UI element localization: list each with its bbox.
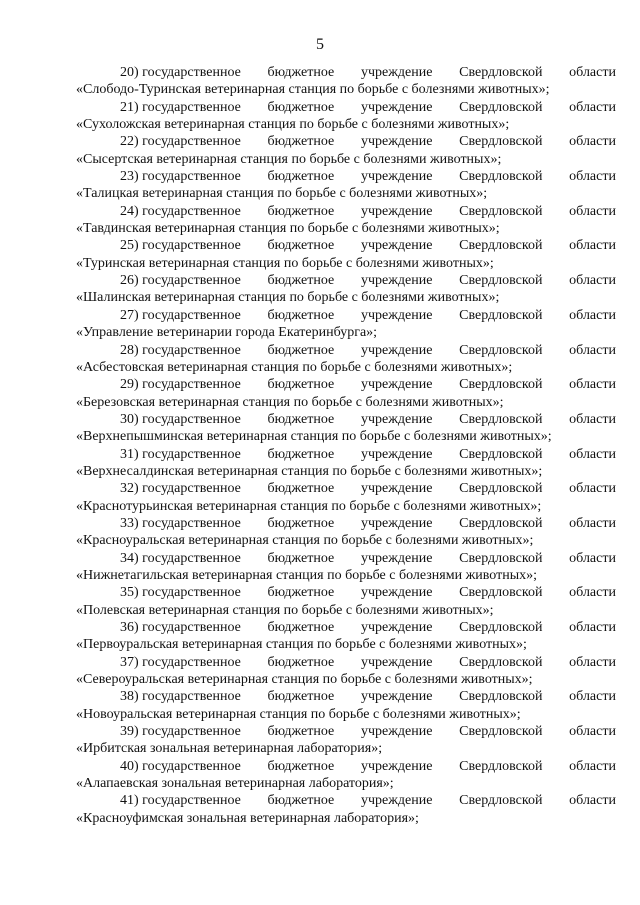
item-word: учреждение <box>360 377 433 393</box>
item-word: бюджетное <box>267 342 335 358</box>
item-word: области <box>569 793 616 809</box>
item-word: области <box>569 550 616 566</box>
item-word: учреждение <box>360 515 433 531</box>
list-item <box>76 723 616 758</box>
item-number: 40) <box>120 758 139 774</box>
item-word: бюджетное <box>267 273 335 289</box>
item-word: государственное <box>142 411 241 427</box>
item-header-line <box>76 723 616 740</box>
item-word: государственное <box>142 793 241 809</box>
item-word: области <box>569 377 616 393</box>
item-word: области <box>569 654 616 670</box>
item-number-and-word <box>120 584 241 601</box>
item-word: области <box>569 238 616 254</box>
item-number-and-word <box>120 237 241 254</box>
list-item <box>76 133 616 168</box>
institution-name: «Полевская ветеринарная станция по борьбе с болезнями животных»; <box>76 602 494 618</box>
item-word: бюджетное <box>267 689 335 705</box>
item-number-and-word <box>120 133 241 150</box>
list-item <box>76 99 616 134</box>
list-item <box>76 758 616 793</box>
item-header-line <box>76 688 616 705</box>
item-word: области <box>569 481 616 497</box>
item-number: 32) <box>120 481 139 497</box>
item-word: бюджетное <box>267 724 335 740</box>
institution-name: «Первоуральская ветеринарная станция по борьбе с болезнями животных»; <box>76 637 527 653</box>
item-word: Свердловской <box>459 585 543 601</box>
list-item <box>76 688 616 723</box>
item-word: Свердловской <box>459 758 543 774</box>
institution-name: «Шалинская ветеринарная станция по борьбе с болезнями животных»; <box>76 290 500 306</box>
item-header-line <box>76 272 616 289</box>
institution-name: «Сысертская ветеринарная станция по борьбе с болезнями животных»; <box>76 151 502 167</box>
item-word: государственное <box>142 758 241 774</box>
item-header-line <box>76 550 616 567</box>
item-word: области <box>569 99 616 115</box>
item-number-and-word <box>120 64 241 81</box>
item-number: 33) <box>120 515 139 531</box>
item-number-and-word <box>120 480 241 497</box>
list-item <box>76 446 616 481</box>
item-word: учреждение <box>360 550 433 566</box>
item-number: 38) <box>120 689 139 705</box>
item-word: учреждение <box>360 169 433 185</box>
item-word: государственное <box>142 689 241 705</box>
institution-name: «Новоуральская ветеринарная станция по борьбе с болезнями животных»; <box>76 706 521 722</box>
item-header-line <box>76 619 616 636</box>
item-word: области <box>569 342 616 358</box>
item-word: бюджетное <box>267 203 335 219</box>
list-item <box>76 203 616 238</box>
item-word: бюджетное <box>267 307 335 323</box>
item-word: бюджетное <box>267 65 335 80</box>
list-item <box>76 307 616 342</box>
item-number: 20) <box>120 65 139 80</box>
list-item <box>76 515 616 550</box>
item-word: области <box>569 203 616 219</box>
item-word: государственное <box>142 446 241 462</box>
item-word: государственное <box>142 481 241 497</box>
item-word: области <box>569 65 616 80</box>
item-word: государственное <box>142 654 241 670</box>
list-item <box>76 619 616 654</box>
item-number-and-word <box>120 515 241 532</box>
item-word: бюджетное <box>267 134 335 150</box>
item-number: 25) <box>120 238 139 254</box>
item-word: учреждение <box>360 307 433 323</box>
institution-name: «Сухоложская ветеринарная станция по борьбе с болезнями животных»; <box>76 117 510 133</box>
item-number: 29) <box>120 377 139 393</box>
item-word: области <box>569 169 616 185</box>
item-word: государственное <box>142 307 241 323</box>
item-word: бюджетное <box>267 654 335 670</box>
item-number-and-word <box>120 619 241 636</box>
institution-name: «Верхнесалдинская ветеринарная станция по борьбе с болезнями животных»; <box>76 463 543 479</box>
item-word: государственное <box>142 134 241 150</box>
item-word: области <box>569 724 616 740</box>
item-word: учреждение <box>360 203 433 219</box>
item-number-and-word <box>120 723 241 740</box>
item-word: области <box>569 758 616 774</box>
item-word: государственное <box>142 169 241 185</box>
item-number-and-word <box>120 307 241 324</box>
item-number-and-word <box>120 758 241 775</box>
item-word: Свердловской <box>459 203 543 219</box>
item-word: учреждение <box>360 411 433 427</box>
list-item <box>76 168 616 203</box>
item-header-line <box>76 515 616 532</box>
item-word: Свердловской <box>459 377 543 393</box>
item-word: Свердловской <box>459 99 543 115</box>
item-header-line <box>76 376 616 393</box>
item-word: области <box>569 585 616 601</box>
list-item <box>76 376 616 411</box>
item-word: бюджетное <box>267 620 335 635</box>
item-word: Свердловской <box>459 273 543 289</box>
item-word: учреждение <box>360 758 433 774</box>
item-word: учреждение <box>360 620 433 635</box>
item-word: учреждение <box>360 273 433 289</box>
institution-name: «Ирбитская зональная ветеринарная лаборатория»; <box>76 741 383 757</box>
item-word: государственное <box>142 724 241 740</box>
item-header-line <box>76 203 616 220</box>
item-word: Свердловской <box>459 550 543 566</box>
item-header-line <box>76 99 616 116</box>
item-number-and-word <box>120 168 241 185</box>
list-item <box>76 550 616 585</box>
item-word: бюджетное <box>267 99 335 115</box>
item-number: 37) <box>120 654 139 670</box>
item-number: 27) <box>120 307 139 323</box>
item-word: Свердловской <box>459 411 543 427</box>
item-word: учреждение <box>360 724 433 740</box>
item-number: 21) <box>120 99 139 115</box>
institution-name: «Краснотурьинская ветеринарная станция по борьбе с болезнями животных»; <box>76 498 542 514</box>
item-number: 26) <box>120 273 139 289</box>
item-header-line <box>76 792 616 809</box>
item-word: учреждение <box>360 793 433 809</box>
item-header-line <box>76 411 616 428</box>
institution-name: «Красноуральская ветеринарная станция по борьбе с болезнями животных»; <box>76 533 534 549</box>
item-number-and-word <box>120 376 241 393</box>
item-header-line <box>76 342 616 359</box>
item-header-line <box>76 446 616 463</box>
item-number-and-word <box>120 411 241 428</box>
item-header-line <box>76 237 616 254</box>
item-word: Свердловской <box>459 342 543 358</box>
item-header-line <box>76 584 616 601</box>
item-number-and-word <box>120 654 241 671</box>
item-word: государственное <box>142 203 241 219</box>
institution-name: «Управление ветеринарии города Екатеринбурга»; <box>76 325 378 341</box>
item-number-and-word <box>120 99 241 116</box>
item-word: Свердловской <box>459 724 543 740</box>
item-word: области <box>569 515 616 531</box>
item-number: 30) <box>120 411 139 427</box>
item-word: учреждение <box>360 238 433 254</box>
item-number: 22) <box>120 134 139 150</box>
item-number-and-word <box>120 446 241 463</box>
list-item <box>76 237 616 272</box>
page-number: 5 <box>316 36 324 53</box>
item-word: учреждение <box>360 99 433 115</box>
item-word: бюджетное <box>267 377 335 393</box>
institution-name: «Туринская ветеринарная станция по борьбе с болезнями животных»; <box>76 255 494 271</box>
item-word: бюджетное <box>267 758 335 774</box>
list-item <box>76 584 616 619</box>
item-number: 24) <box>120 203 139 219</box>
item-word: учреждение <box>360 65 433 80</box>
list-item <box>76 480 616 515</box>
item-number-and-word <box>120 272 241 289</box>
item-number: 31) <box>120 446 139 462</box>
item-word: бюджетное <box>267 411 335 427</box>
institution-name: «Талицкая ветеринарная станция по борьбе с болезнями животных»; <box>76 186 488 202</box>
item-word: бюджетное <box>267 238 335 254</box>
item-word: государственное <box>142 273 241 289</box>
item-word: Свердловской <box>459 65 543 80</box>
item-word: государственное <box>142 238 241 254</box>
item-word: государственное <box>142 620 241 635</box>
item-word: области <box>569 134 616 150</box>
item-word: Свердловской <box>459 307 543 323</box>
institution-name: «Североуральская ветеринарная станция по борьбе с болезнями животных»; <box>76 672 533 688</box>
item-word: бюджетное <box>267 169 335 185</box>
item-word: Свердловской <box>459 238 543 254</box>
institution-name: «Березовская ветеринарная станция по борьбе с болезнями животных»; <box>76 394 504 410</box>
list-item <box>76 272 616 307</box>
item-word: Свердловской <box>459 620 543 635</box>
list-item <box>76 654 616 689</box>
item-word: учреждение <box>360 689 433 705</box>
item-word: учреждение <box>360 654 433 670</box>
list-item <box>76 64 616 99</box>
item-number: 28) <box>120 342 139 358</box>
item-word: Свердловской <box>459 169 543 185</box>
institution-list <box>76 64 616 827</box>
item-word: Свердловской <box>459 793 543 809</box>
item-header-line <box>76 307 616 324</box>
institution-name: «Алапаевская зональная ветеринарная лаборатория»; <box>76 776 394 792</box>
item-header-line <box>76 758 616 775</box>
item-header-line <box>76 64 616 81</box>
item-word: области <box>569 689 616 705</box>
item-number: 35) <box>120 585 139 601</box>
item-number: 41) <box>120 793 139 809</box>
item-number: 23) <box>120 169 139 185</box>
item-word: учреждение <box>360 342 433 358</box>
item-word: учреждение <box>360 481 433 497</box>
item-word: области <box>569 446 616 462</box>
list-item <box>76 792 616 827</box>
item-header-line <box>76 168 616 185</box>
item-word: бюджетное <box>267 550 335 566</box>
item-number: 34) <box>120 550 139 566</box>
institution-name: «Слободо-Туринская ветеринарная станция по борьбе с болезнями животных»; <box>76 82 550 98</box>
item-word: государственное <box>142 515 241 531</box>
item-number: 36) <box>120 620 139 635</box>
item-word: Свердловской <box>459 515 543 531</box>
item-word: бюджетное <box>267 515 335 531</box>
item-word: государственное <box>142 550 241 566</box>
item-header-line <box>76 654 616 671</box>
list-item <box>76 342 616 377</box>
item-header-line <box>76 480 616 497</box>
item-word: учреждение <box>360 134 433 150</box>
item-word: государственное <box>142 99 241 115</box>
item-word: бюджетное <box>267 793 335 809</box>
item-word: области <box>569 273 616 289</box>
item-header-line <box>76 133 616 150</box>
institution-name: «Красноуфимская зональная ветеринарная лаборатория»; <box>76 810 419 826</box>
item-word: государственное <box>142 65 241 80</box>
item-number-and-word <box>120 792 241 809</box>
item-number-and-word <box>120 203 241 220</box>
item-word: области <box>569 411 616 427</box>
institution-name: «Асбестовская ветеринарная станция по борьбе с болезнями животных»; <box>76 359 513 375</box>
item-word: Свердловской <box>459 689 543 705</box>
item-word: Свердловской <box>459 446 543 462</box>
institution-name: «Тавдинская ветеринарная станция по борьбе с болезнями животных»; <box>76 221 500 237</box>
item-word: бюджетное <box>267 446 335 462</box>
item-number: 39) <box>120 724 139 740</box>
institution-name: «Нижнетагильская ветеринарная станция по борьбе с болезнями животных»; <box>76 567 537 583</box>
item-word: государственное <box>142 377 241 393</box>
item-word: государственное <box>142 585 241 601</box>
item-word: Свердловской <box>459 481 543 497</box>
item-word: бюджетное <box>267 585 335 601</box>
item-number-and-word <box>120 688 241 705</box>
item-word: области <box>569 620 616 635</box>
item-word: государственное <box>142 342 241 358</box>
institution-name: «Верхнепышминская ветеринарная станция по борьбе с болезнями животных»; <box>76 429 552 445</box>
item-number-and-word <box>120 550 241 567</box>
item-word: области <box>569 307 616 323</box>
item-word: Свердловской <box>459 654 543 670</box>
item-word: бюджетное <box>267 481 335 497</box>
item-word: учреждение <box>360 585 433 601</box>
list-item <box>76 411 616 446</box>
item-word: Свердловской <box>459 134 543 150</box>
item-word: учреждение <box>360 446 433 462</box>
item-number-and-word <box>120 342 241 359</box>
